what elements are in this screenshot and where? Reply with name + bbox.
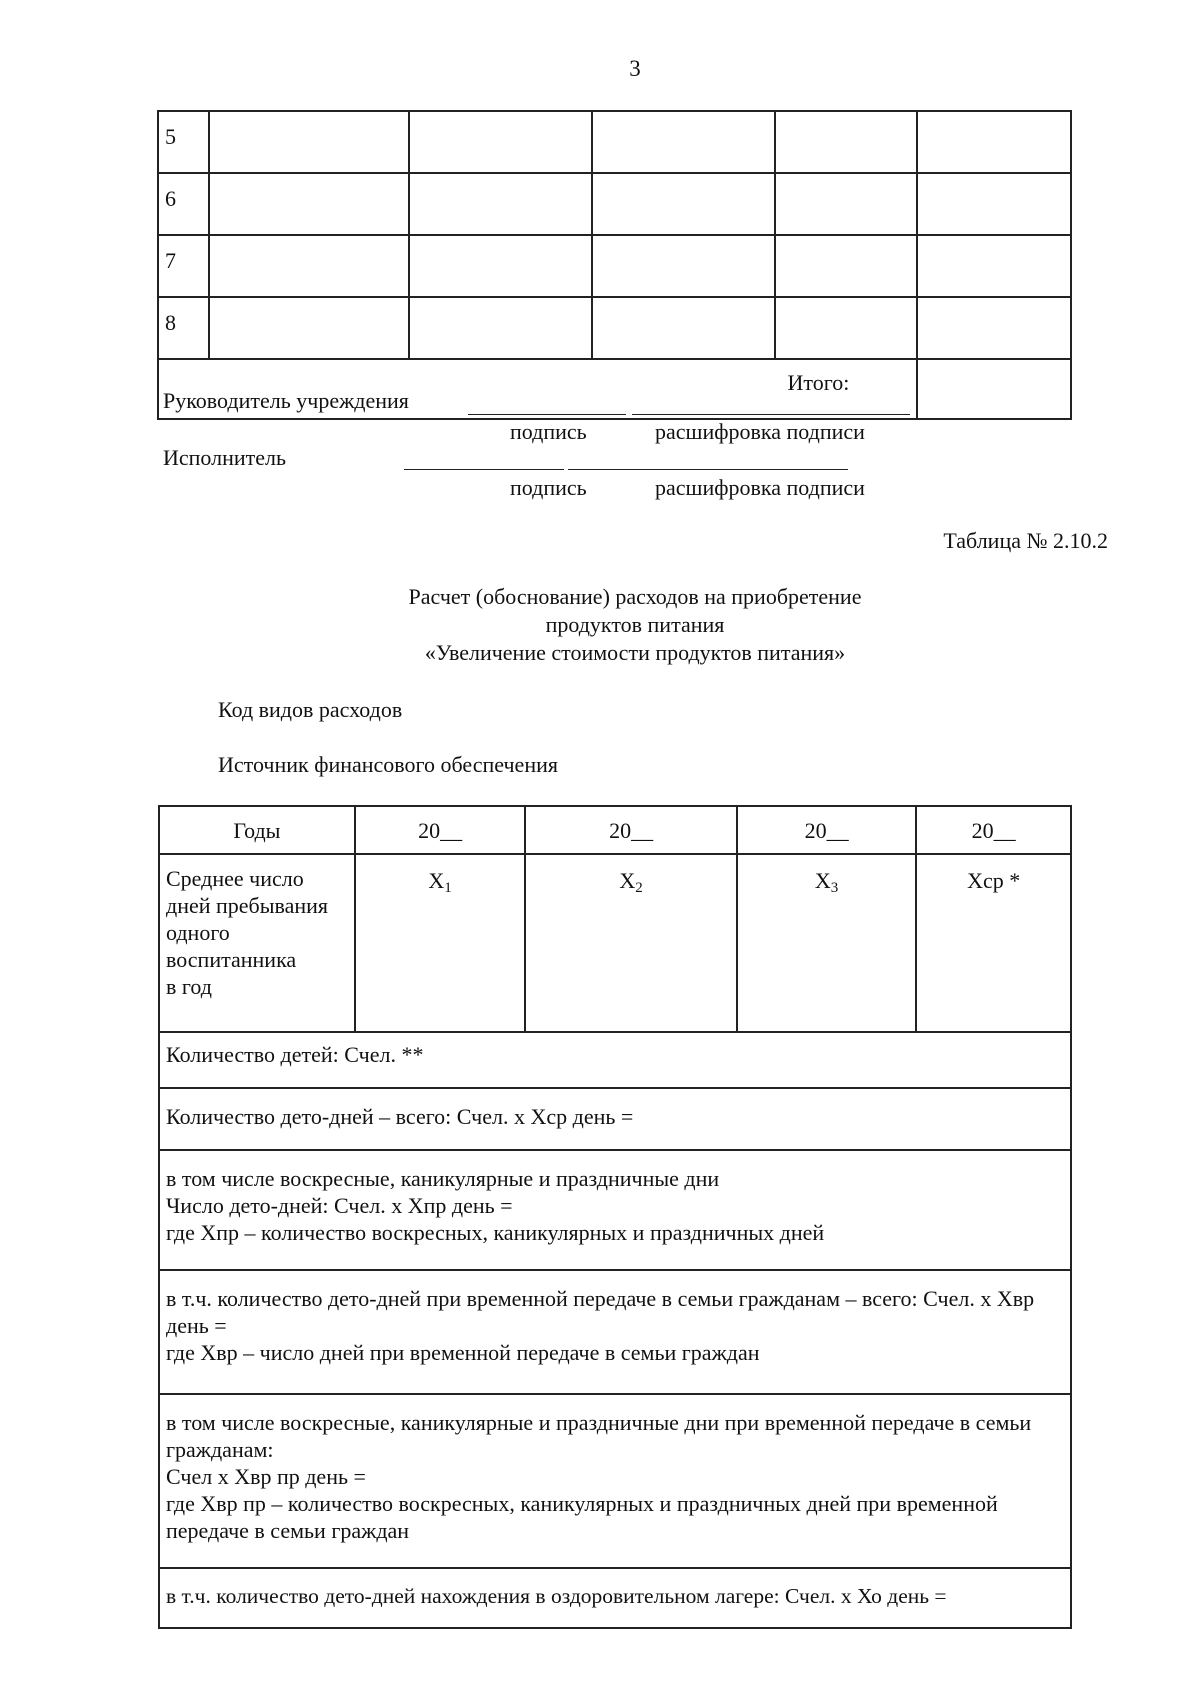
head-decoding-line (632, 414, 910, 415)
heading-line-1: Расчет (обоснование) расходов на приобретение (408, 584, 862, 609)
camp-row (159, 1568, 1071, 1628)
table-cell (917, 297, 1071, 359)
children-count: Количество детей: Счел. ** (159, 1032, 1071, 1088)
row-number: 7 (158, 235, 209, 297)
table-row (158, 235, 1071, 297)
row-number: 6 (158, 173, 209, 235)
table-cell (917, 111, 1071, 173)
temp-holidays-cell (159, 1394, 1071, 1568)
row-number: 5 (158, 111, 209, 173)
page-number: 3 (629, 56, 641, 81)
xavg-value: Xср * (916, 854, 1071, 1032)
executor-decoding-caption: расшифровка подписи (655, 475, 865, 500)
executor-label: Исполнитель (163, 445, 287, 470)
continuation-table (157, 110, 1072, 420)
total-label: Итого: (158, 359, 917, 419)
head-signature-line (468, 414, 626, 415)
table-cell (775, 235, 918, 297)
holidays-cell (159, 1150, 1071, 1270)
year-cell: 20__ (737, 806, 917, 854)
avg-days-line: в год (166, 974, 212, 999)
years-row (159, 806, 1071, 854)
executor-signature-line (404, 469, 564, 470)
holidays-row (159, 1150, 1071, 1270)
table-cell (592, 235, 775, 297)
heading-line-2: продуктов питания (545, 612, 725, 637)
temp-transfer-cell (159, 1270, 1071, 1394)
temp-transfer-line: где Хвр – число дней при временной передаче в семьи граждан (166, 1340, 760, 1365)
holidays-line: Число дето-дней: Счел. х Хпр день = (166, 1193, 513, 1218)
temp-transfer-line: в т.ч. количество дето-дней при временной передаче в семьи гражданам – всего: Счел. х Хвр день = (166, 1286, 1035, 1338)
years-label: Годы (159, 806, 355, 854)
table-cell (409, 235, 592, 297)
year-cell: 20__ (525, 806, 736, 854)
avg-days-line: Среднее число (166, 866, 304, 891)
x3-value: $X_3$ (737, 854, 917, 1032)
head-label: Руководитель учреждения (163, 388, 409, 413)
table-cell (775, 297, 918, 359)
table-cell (775, 173, 918, 235)
children-count-row (159, 1032, 1071, 1088)
temp-holidays-line: Счел х Хвр пр день = (166, 1464, 366, 1489)
holidays-line: в том числе воскресные, каникулярные и праздничные дни (166, 1166, 720, 1191)
table-cell (592, 173, 775, 235)
avg-days-line: одного (166, 920, 230, 945)
executor-decoding-line (568, 469, 848, 470)
head-decoding-caption: расшифровка подписи (655, 419, 865, 444)
table-cell (209, 111, 410, 173)
table-cell (209, 297, 410, 359)
table-cell (917, 235, 1071, 297)
table-number: Таблица № 2.10.2 (943, 528, 1108, 553)
temp-transfer-row (159, 1270, 1071, 1394)
table-row (158, 111, 1071, 173)
table-cell (209, 173, 410, 235)
table-cell (409, 173, 592, 235)
table-cell (409, 297, 592, 359)
temp-holidays-line: где Хвр пр – количество воскресных, каникулярных и праздничных дней при временной передаче в семьи граждан (166, 1491, 998, 1543)
temp-holidays-row (159, 1394, 1071, 1568)
row-number: 8 (158, 297, 209, 359)
executor-signature-caption: подпись (510, 475, 587, 500)
total-value-cell (917, 359, 1071, 419)
avg-days-label (159, 854, 355, 1032)
x1-value: $X_1$ (355, 854, 526, 1032)
calculation-table (158, 805, 1072, 1629)
temp-holidays-line: в том числе воскресные, каникулярные и праздничные дни при временной передаче в семьи гражданам: (166, 1410, 1032, 1462)
child-days-total: Количество дето-дней – всего: Счел. х Хср день = (159, 1088, 1071, 1150)
camp-cell: в т.ч. количество дето-дней нахождения в оздоровительном лагере: Счел. х Хо день = (159, 1568, 1071, 1628)
child-days-row (159, 1088, 1071, 1150)
table-cell (592, 297, 775, 359)
funding-source-label: Источник финансового обеспечения (218, 752, 558, 777)
table-cell (209, 235, 410, 297)
x2-value: $X_2$ (525, 854, 736, 1032)
heading-line-3: «Увеличение стоимости продуктов питания» (424, 640, 846, 665)
holidays-line: где Хпр – количество воскресных, каникулярных и праздничных дней (166, 1220, 825, 1245)
year-cell: 20__ (355, 806, 526, 854)
table-cell (775, 111, 918, 173)
table-cell (409, 111, 592, 173)
head-signature-caption: подпись (510, 419, 587, 444)
table-row (158, 297, 1071, 359)
table-cell (917, 173, 1071, 235)
year-cell: 20__ (916, 806, 1071, 854)
table-cell (592, 111, 775, 173)
table-row (158, 173, 1071, 235)
avg-days-line: дней пребывания (166, 893, 329, 918)
avg-days-row (159, 854, 1071, 1032)
avg-days-line: воспитанника (166, 947, 297, 972)
expense-code-label: Код видов расходов (218, 697, 403, 722)
